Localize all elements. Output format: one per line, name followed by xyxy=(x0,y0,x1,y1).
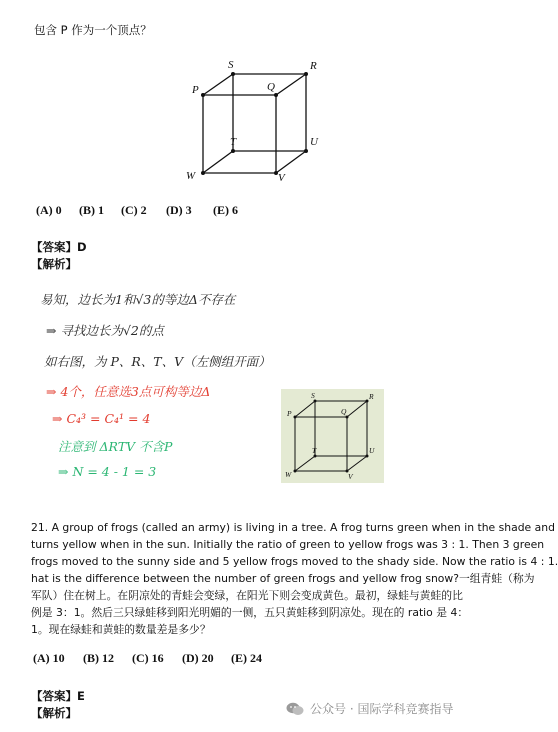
q21-line: 军队）住在树上。在阴凉处的青蛙会变绿，在阳光下则会变成黄色。最初，绿蛙与黄蛙的比 xyxy=(31,589,463,602)
handwritten-line-3: 如右图，为 P、R、T、V（左侧组开面） xyxy=(44,354,271,369)
cube-label-p: P xyxy=(192,84,199,96)
choice-d: (D) 3 xyxy=(166,203,192,217)
mini-label-s: S xyxy=(311,391,315,400)
choice-e: (E) 24 xyxy=(231,651,262,665)
cube-label-v: V xyxy=(278,172,285,184)
q21-line: hat is the difference between the number of green frogs and yellow frog snow?一组青蛙（称为 xyxy=(31,572,535,585)
cube-figure xyxy=(170,52,330,184)
q21-line: turns yellow when in the sun. Initially the ratio of green to yellow frogs was 3 : 1. Then 3 green xyxy=(31,538,545,551)
q21-line: frogs moved to the sunny side and 5 yellow frogs moved to the shady side. Now the ratio is 4 : 1. xyxy=(31,555,558,568)
mini-label-u: U xyxy=(369,446,375,455)
cube-label-q: Q xyxy=(267,81,275,93)
mini-label-q: Q xyxy=(341,407,347,416)
choice-b: (B) 1 xyxy=(79,203,104,217)
mini-cube-figure xyxy=(281,389,384,483)
analysis-label-q21: 【解析】 xyxy=(31,706,77,720)
answer-q20: 【答案】D xyxy=(31,240,87,254)
q21-line: 1。现在绿蛙和黄蛙的数量差是多少？ xyxy=(31,623,211,636)
handwritten-line-5: ⇒ C₄³ = C₄¹ = 4 xyxy=(52,411,151,426)
choice-c: (C) 16 xyxy=(132,651,164,665)
watermark xyxy=(286,700,453,717)
mini-label-r: R xyxy=(369,392,374,401)
handwritten-line-6: 注意到 ΔRTV 不含P xyxy=(58,439,173,454)
mini-cube-panel xyxy=(281,389,384,483)
choice-d: (D) 20 xyxy=(182,651,214,665)
choice-c: (C) 2 xyxy=(121,203,147,217)
q21-line: 21. A group of frogs (called an army) is living in a tree. A frog turns green when in the shade and xyxy=(31,521,555,534)
analysis-label-q20: 【解析】 xyxy=(31,257,77,271)
choice-a: (A) 10 xyxy=(33,651,65,665)
mini-label-v: V xyxy=(348,472,353,481)
question-tail: 包含 P 作为一个顶点？ xyxy=(34,23,152,37)
answer-q21: 【答案】E xyxy=(31,689,85,703)
cube-label-t: T xyxy=(230,136,237,148)
handwritten-line-4: ⇒ 4个，任意选3点可构等边Δ xyxy=(46,384,211,399)
choices-q21 xyxy=(0,651,497,667)
question-21 xyxy=(31,519,558,638)
choices-q20 xyxy=(0,203,497,219)
choice-e: (E) 6 xyxy=(213,203,238,217)
wechat-icon xyxy=(286,702,304,716)
cube-label-w: W xyxy=(186,170,196,182)
q21-line: 例是 3：1。然后三只绿蛙移到阳光明媚的一侧，五只黄蛙移到阴凉处。现在的 ratio 是 4： xyxy=(31,606,469,619)
handwritten-line-2: ⇒ 寻找边长为√2的点 xyxy=(46,323,164,338)
mini-label-p: P xyxy=(287,409,292,418)
handwritten-line-1: 易知，边长为1和√3的等边Δ不存在 xyxy=(40,292,236,307)
mini-label-w: W xyxy=(285,470,292,479)
mini-label-t: T xyxy=(312,446,317,455)
cube-label-r: R xyxy=(310,60,317,72)
watermark-text: 公众号 · 国际学科竞赛指导 xyxy=(310,702,454,716)
cube-label-u: U xyxy=(310,136,318,148)
choice-a: (A) 0 xyxy=(36,203,62,217)
cube-label-s: S xyxy=(228,59,234,71)
handwritten-line-7: ⇒ N = 4 - 1 = 3 xyxy=(58,464,157,479)
choice-b: (B) 12 xyxy=(83,651,114,665)
